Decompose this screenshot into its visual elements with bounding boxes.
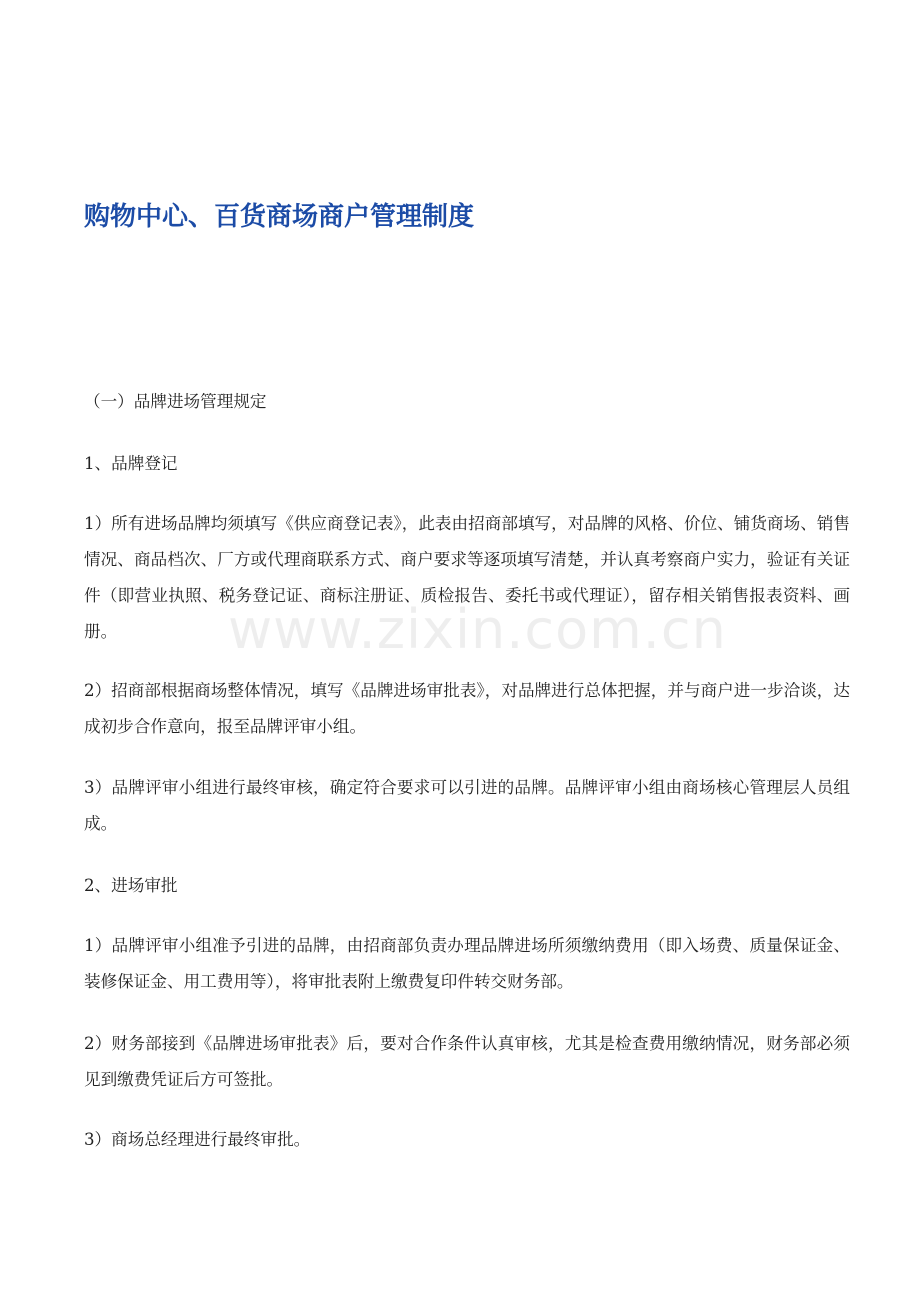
paragraph-block: [84, 1122, 850, 1158]
paragraph: 1）品牌评审小组准予引进的品牌，由招商部负责办理品牌进场所须缴纳费用（即入场费、质量保证金、装修保证金、用工费用等），将审批表附上缴费复印件转交财务部。: [84, 936, 850, 991]
paragraph-block: [84, 1026, 850, 1098]
document-title: 购物中心、百货商场商户管理制度: [84, 202, 475, 232]
paragraph: 2）招商部根据商场整体情况，填写《品牌进场审批表》，对品牌进行总体把握，并与商户进一步洽谈，达成初步合作意向，报至品牌评审小组。: [84, 681, 850, 736]
subsection-heading: [84, 446, 850, 482]
paragraph: 2、进场审批: [84, 876, 178, 895]
paragraph: 3）品牌评审小组进行最终审核，确定符合要求可以引进的品牌。品牌评审小组由商场核心管理层人员组成。: [84, 778, 850, 833]
paragraph: 3）商场总经理进行最终审批。: [84, 1130, 311, 1149]
paragraph: 2）财务部接到《品牌进场审批表》后，要对合作条件认真审核，尤其是检查费用缴纳情况，财务部必须见到缴费凭证后方可签批。: [84, 1034, 850, 1089]
section-heading: [84, 384, 850, 420]
paragraph: 1、品牌登记: [84, 454, 178, 473]
paragraph-block: [84, 673, 850, 745]
paragraph: （一）品牌进场管理规定: [84, 392, 267, 411]
paragraph-block: [84, 928, 850, 1000]
subsection-heading: [84, 868, 850, 904]
watermark-text: www.zixin.com.cn: [228, 598, 727, 661]
paragraph: 1）所有进场品牌均须填写《供应商登记表》，此表由招商部填写，对品牌的风格、价位、铺货商场、销售情况、商品档次、厂方或代理商联系方式、商户要求等逐项填写清楚，并认真考察商户实力，验证有关证件（即营业执照、税务登记证、商标注册证、质检报告、委托书或代理证），留存相关销售报表资料、画册。: [84, 514, 850, 641]
paragraph-block: [84, 506, 850, 650]
paragraph-block: [84, 770, 850, 842]
